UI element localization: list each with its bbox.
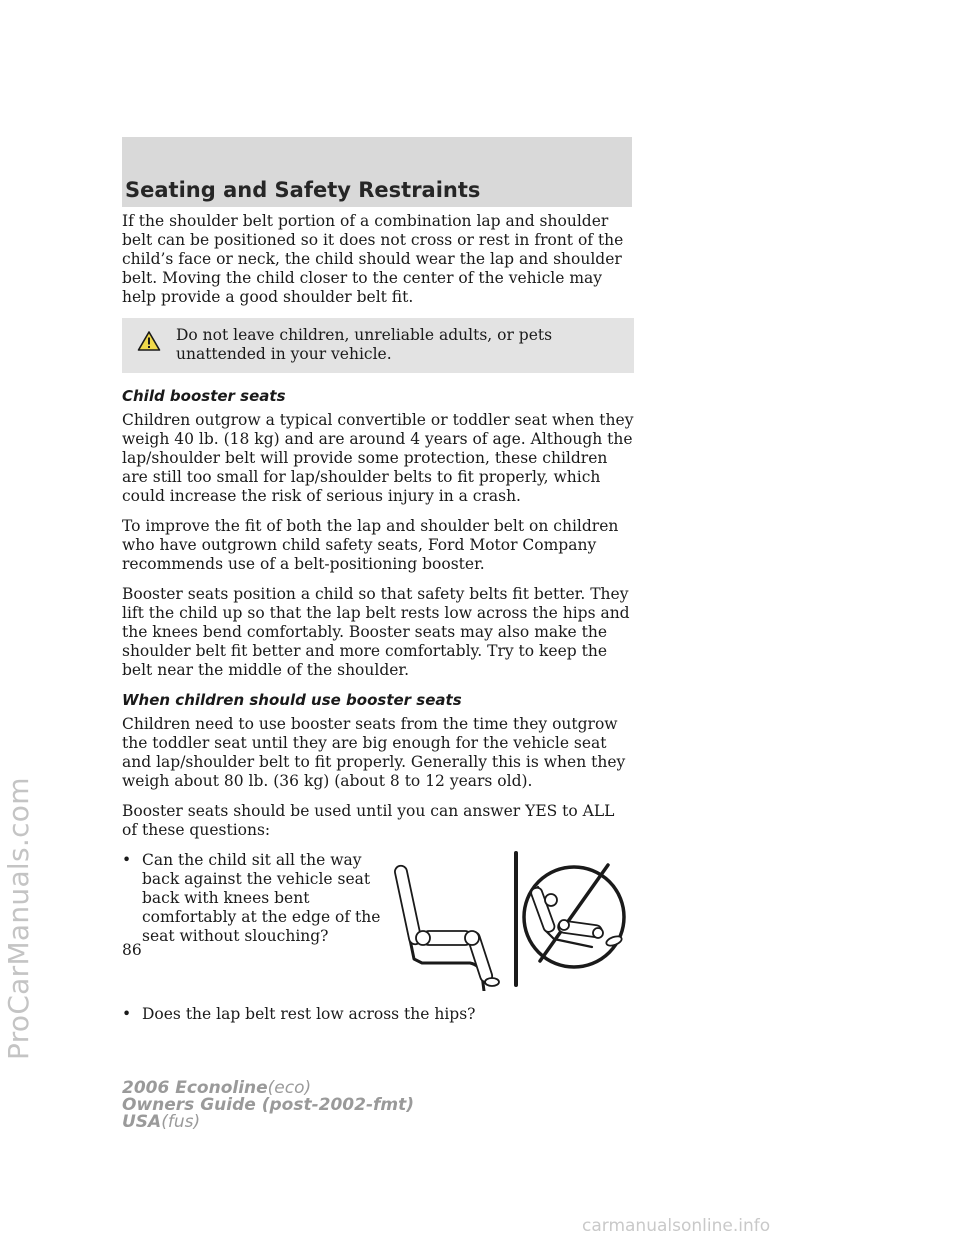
seated-posture-correct-vs-slouching-prohibited-icon <box>392 851 632 996</box>
warning-triangle-icon <box>122 326 176 352</box>
bullet-glyph: • <box>122 1005 132 1023</box>
intro-paragraph: If the shoulder belt portion of a combination lap and shoulder belt can be positioned so it does not cross or rest in front of the child’s face or neck, the child should wear the lap and shoulder belt. Moving the child closer to the center of the vehicle may help provide a good shoulder belt fit. <box>122 212 624 306</box>
footer-market: USA <box>122 1112 162 1132</box>
list-item <box>122 851 384 946</box>
page-title: Seating and Safety Restraints <box>125 178 481 202</box>
booster-paragraph: Children outgrow a typical convertible or toddler seat when they weigh 40 lb. (18 kg) and are around 4 years of age. Although the lap/shoulder belt will provide some protection, these children are still too small for lap/shoulder belts to fit properly, which could increase the risk of serious injury in a crash. <box>122 411 634 505</box>
footer-model-code: (eco) <box>267 1078 312 1098</box>
when-paragraph: Booster seats should be used until you can answer YES to ALL of these questions: <box>122 802 615 839</box>
bullet-glyph: • <box>122 851 132 869</box>
side-watermark: ProCarManuals.com <box>2 777 35 1060</box>
bullet-text: Can the child sit all the way back against the vehicle seat back with knees bent comfortably at the edge of the seat without slouching? <box>142 851 381 945</box>
booster-paragraph: To improve the fit of both the lap and shoulder belt on children who have outgrown child safety seats, Ford Motor Company recommends use of a belt-positioning booster. <box>122 517 619 573</box>
when-paragraph: Children need to use booster seats from the time they outgrow the toddler seat until they are big enough for the vehicle seat and lap/shoulder belt to fit properly. Generally this is when they weigh about 80 lb. (36 kg) (about 8 to 12 years old). <box>122 715 626 790</box>
bullet-with-figure <box>122 851 634 999</box>
footer-model: 2006 Econoline <box>122 1078 268 1098</box>
document-footer <box>122 1080 414 1131</box>
footer-market-code: (fus) <box>161 1112 201 1132</box>
bullet-text: Does the lap belt rest low across the hips? <box>142 1005 476 1023</box>
warning-box <box>122 318 634 373</box>
heading-child-booster-seats: Child booster seats <box>122 387 286 405</box>
footer-guide: Owners Guide (post-2002-fmt) <box>122 1095 415 1115</box>
warning-text: Do not leave children, unreliable adults, or pets unattended in your vehicle. <box>176 326 553 363</box>
page-number: 86 <box>122 941 142 959</box>
bottom-watermark: carmanualsonline.info <box>582 1216 771 1236</box>
page-content <box>122 212 634 1034</box>
booster-paragraph: Booster seats position a child so that safety belts fit better. They lift the child up so that the lap belt rests low across the hips and the knees bend comfortably. Booster seats may also make the shoulder belt fit better and more comfortably. Try to keep the belt near the middle of the shoulder. <box>122 585 630 679</box>
heading-when-to-use-booster: When children should use booster seats <box>122 691 462 709</box>
list-item <box>122 1005 634 1024</box>
